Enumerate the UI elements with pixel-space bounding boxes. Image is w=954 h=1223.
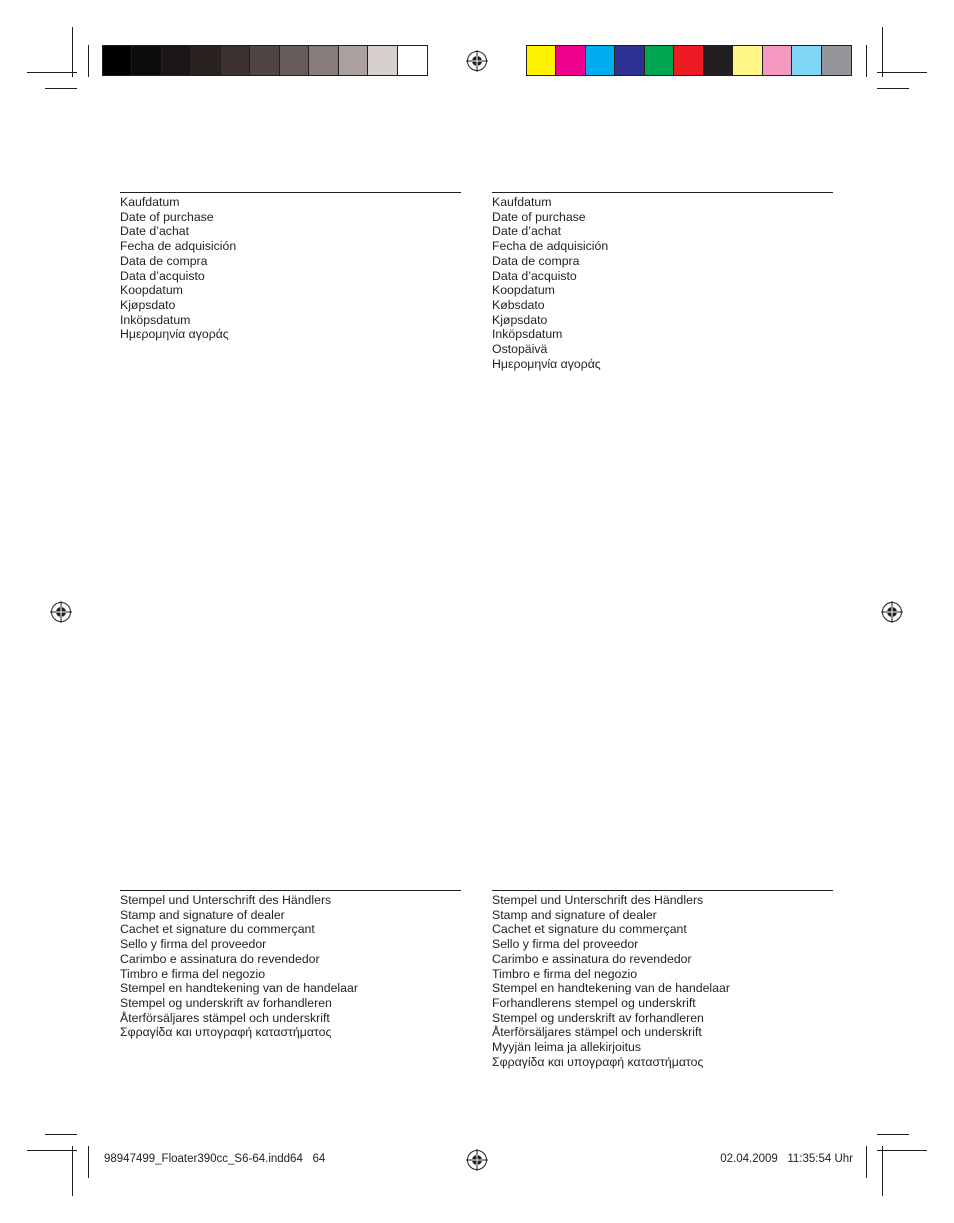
slug-timestamp: 02.04.2009 11:35:54 Uhr: [720, 1153, 853, 1165]
registration-mark-icon: [50, 601, 72, 623]
label-line: Data d’acquisto: [492, 268, 577, 283]
color-swatch: [221, 46, 250, 75]
crop-mark: [877, 72, 927, 73]
label-line: Sello y firma del proveedor: [492, 937, 639, 952]
label-line: Stempel und Unterschrift des Händlers: [120, 893, 332, 907]
dealer-stamp-field-right: [492, 890, 833, 1069]
label-line: Koopdatum: [492, 283, 555, 298]
label-line: Stamp and signature of dealer: [492, 907, 657, 922]
crop-mark: [88, 45, 89, 77]
label-line: Σφραγίδα και υπογραφή καταστήματος: [120, 1025, 332, 1040]
color-swatch: [822, 46, 851, 75]
label-line: Kjøpsdato: [492, 312, 548, 327]
label-line: Ημερομηνία αγοράς: [492, 356, 601, 371]
crop-mark: [877, 1134, 909, 1135]
label-line: Timbro e firma del negozio: [492, 966, 638, 981]
crop-mark: [45, 1134, 77, 1135]
color-swatch: [280, 46, 309, 75]
color-swatch: [132, 46, 161, 75]
label-line: Återförsäljares stämpel och underskrift: [120, 1010, 330, 1025]
crop-mark: [72, 27, 73, 77]
label-line: Ημερομηνία αγοράς: [120, 327, 229, 342]
label-line: Ostopäivä: [492, 342, 548, 357]
gray-ramp-color-bar: [102, 45, 428, 76]
label-line: Σφραγίδα και υπογραφή καταστήματος: [492, 1054, 704, 1069]
label-line: Stempel og underskrift av forhandleren: [492, 1010, 704, 1025]
purchase-date-field-right: [492, 192, 833, 371]
color-swatch: [527, 46, 556, 75]
color-swatch: [556, 46, 585, 75]
color-swatch: [368, 46, 397, 75]
label-line: Kaufdatum: [492, 195, 552, 209]
label-line: Forhandlerens stempel og underskrift: [492, 995, 696, 1010]
color-swatch: [339, 46, 368, 75]
label-line: Cachet et signature du commerçant: [492, 922, 687, 937]
label-line: Kaufdatum: [120, 195, 180, 209]
label-line: Fecha de adquisición: [492, 239, 609, 254]
label-line: Stamp and signature of dealer: [120, 907, 285, 922]
color-swatch: [615, 46, 644, 75]
label-line: Carimbo e assinatura do revendedor: [120, 951, 320, 966]
registration-mark-icon: [466, 1149, 488, 1171]
label-line: Date of purchase: [492, 209, 586, 224]
color-swatch: [398, 46, 427, 75]
color-swatch: [586, 46, 615, 75]
crop-mark: [882, 1146, 883, 1196]
color-swatch: [763, 46, 792, 75]
crop-mark: [866, 45, 867, 77]
crop-mark: [877, 88, 909, 89]
registration-mark-icon: [466, 50, 488, 72]
label-line: Data d’acquisto: [120, 268, 205, 283]
crop-mark: [45, 88, 77, 89]
label-line: Koopdatum: [120, 283, 183, 298]
crop-mark: [27, 1150, 77, 1151]
crop-mark: [27, 72, 77, 73]
dealer-stamp-field-left: [120, 890, 461, 1040]
label-line: Sello y firma del proveedor: [120, 937, 267, 952]
label-line: Inköpsdatum: [492, 327, 563, 342]
color-swatch: [162, 46, 191, 75]
label-line: Fecha de adquisición: [120, 239, 237, 254]
label-line: Date d’achat: [492, 224, 562, 239]
label-line: Inköpsdatum: [120, 312, 191, 327]
label-line: Myyjän leima ja allekirjoitus: [492, 1040, 641, 1055]
color-swatch: [191, 46, 220, 75]
color-swatch: [674, 46, 703, 75]
registration-mark-icon: [881, 601, 903, 623]
label-line: Carimbo e assinatura do revendedor: [492, 951, 692, 966]
purchase-date-field-left: [120, 192, 461, 342]
color-swatch: [645, 46, 674, 75]
color-swatch: [250, 46, 279, 75]
color-swatch: [704, 46, 733, 75]
label-line: Kjøpsdato: [120, 297, 176, 312]
label-line: Stempel en handtekening van de handelaar: [492, 981, 730, 996]
label-line: Stempel und Unterschrift des Händlers: [492, 893, 704, 907]
label-line: Stempel og underskrift av forhandleren: [120, 995, 332, 1010]
color-swatch: [733, 46, 762, 75]
slug-file-name: 98947499_Floater390cc_S6-64.indd64 64: [104, 1153, 326, 1165]
color-swatch: [103, 46, 132, 75]
crop-mark: [866, 1146, 867, 1178]
label-line: Købsdato: [492, 297, 545, 312]
crop-mark: [882, 27, 883, 77]
label-line: Date of purchase: [120, 209, 214, 224]
label-line: Återförsäljares stämpel och underskrift: [492, 1025, 702, 1040]
label-line: Data de compra: [492, 253, 580, 268]
process-color-bar: [526, 45, 852, 76]
label-line: Date d’achat: [120, 224, 190, 239]
crop-mark: [88, 1146, 89, 1178]
label-line: Timbro e firma del negozio: [120, 966, 266, 981]
label-line: Stempel en handtekening van de handelaar: [120, 981, 358, 996]
color-swatch: [309, 46, 338, 75]
label-line: Cachet et signature du commerçant: [120, 922, 315, 937]
crop-mark: [877, 1150, 927, 1151]
label-line: Data de compra: [120, 253, 208, 268]
crop-mark: [72, 1146, 73, 1196]
color-swatch: [792, 46, 821, 75]
